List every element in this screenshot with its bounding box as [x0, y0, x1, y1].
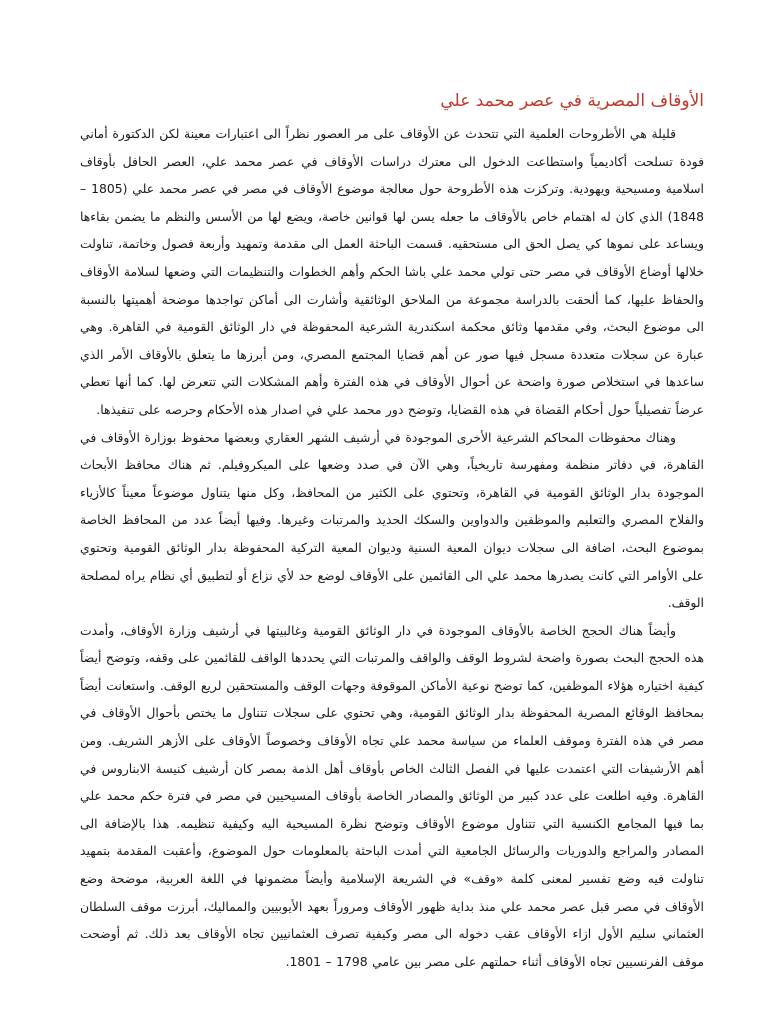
paragraph-2: وهناك محفوظات المحاكم الشرعية الأخرى الموجودة في أرشيف الشهر العقاري وبعضها محفوظ بوزارة الأوقاف في القاهرة، في دفاتر منظمة ومفهرسة تاريخياً، وهي الآن في صدد وضعها على الميكروفيلم. ثم هناك محافظ الأبحاث الموجودة بدار الوثائق القومية في القاهرة، وتحتوي على الكثير من المحافظ، وكل منها يتناول موضوعاً معيناً كالأزياء والفلاح المصري والتعليم والموظفين والدواوين والسكك الحديد والمرتبات وغيرها. وفيها أيضاً عدد من المحافظ الخاصة بموضوع البحث، اضافة الى سجلات ديوان المعية السنية وديوان المعية التركية المحفوظة بدار الوثائق القومية وتحتوي على الأوامر التي كانت يصدرها محمد علي الى القائمين على الأوقاف لوضع حد لأي نزاع أو لتطبيق أي نظام يراه لمصلحة الوقف. [80, 429, 704, 611]
paragraph-3: وأيضاً هناك الحجج الخاصة بالأوقاف الموجودة في دار الوثائق القومية وغالبيتها في أرشيف وزارة الأوقاف، وأمدت هذه الحجج البحث بصورة واضحة لشروط الوقف والواقف والمرتبات التي يحددها الواقف للقائمين على وقفه، وتوضح أيضاً كيفية اختياره هؤلاء الموظفين، كما توضح نوعية الأماكن الموقوفة وجهات الوقف والمستحقين لريع الوقف. واستعانت أيضاً بمحافظ الوقائع المصرية المحفوظة بدار الوثائق القومية، وهي تحتوي على سجلات تتناول ما يختص بأحوال الأوقاف في مصر في هذه الفترة وموقف العلماء من سياسة محمد علي تجاه الأوقاف وخصوصاً الأوقاف على الأزهر الشريف. ومن أهم الأرشيفات التي اعتمدت عليها في الفصل الثالث الخاص بأوقاف أهل الذمة بمصر كان أرشيف كنيسة الابناروس في القاهرة. وفيه اطلعت على عدد كبير من الوثائق والمصادر الخاصة بأوقاف المسيحيين في مصر في فترة حكم محمد علي بما فيها المجامع الكنسية التي تتناول موضوع الأوقاف وتوضح نظرة المسيحية اليه وكيفية تنظيمه. هذا بالإضافة الى المصادر والمراجع والدوريات والرسائل الجامعية التي أمدت الباحثة بالمعلومات حول الموضوع، وأعقبت المقدمة بتمهيد تناولت فيه وضع تفسير لمعنى كلمة «وقف» في الشريعة الإسلامية وأيضاً مضمونها في اللغة العربية، موضحة وضع الأوقاف في مصر قبل عصر محمد علي منذ بداية ظهور الأوقاف ومروراً بعهد الأيوبيين والمماليك، أبرزت موقف السلطان العثماني سليم الأول ازاء الأوقاف عقب دخوله الى مصر وكيفية تصرف العثمانيين تجاه الأوقاف بعد ذلك. ثم أوضحت موقف الفرنسيين تجاه الأوقاف أثناء حملتهم على مصر بين عامي 1798 – 1801. [80, 622, 704, 969]
paragraph-1: قليلة هي الأطروحات العلمية التي تتحدث عن الأوقاف على مر العصور نظراً الى اعتبارات معينة لكن الدكتورة أماني فودة تسلحت أكاديمياً واستطاعت الدخول الى معترك دراسات الأوقاف في عصر محمد علي، العصر الحافل بأوقاف اسلامية ومسيحية ويهودية. وتركزت هذه الأطروحة حول معالجة موضوع الأوقاف في مصر في عصر محمد علي (1805 – 1848) الذي كان له اهتمام خاص بالأوقاف ما جعله يسن لها قوانين خاصة، ويضع لها من الأسس والنظم ما يضمن بقاءها ويساعد على نموها كي يصل الحق الى مستحقيه. قسمت الباحثة العمل الى مقدمة وتمهيد وأربعة فصول وخاتمة، تناولت خلالها أوضاع الأوقاف في مصر حتى تولي محمد علي باشا الحكم وأهم الخطوات والتنظيمات التي وضعها لسلامة الأوقاف والحفاظ عليها، كما ألحقت بالدراسة مجموعة من الملاحق الوثائقية وأشارت الى أماكن تواجدها موضحة أهميتها بالنسبة الى موضوع البحث، وفي مقدمها وثائق محكمة اسكندرية الشرعية المحفوظة في دار الوثائق القومية في القاهرة. وهي عبارة عن سجلات متعددة مسجل فيها صور عن أهم قضايا المجتمع المصري، ومن أبرزها ما يتعلق بالأوقاف الأمر الذي ساعدها في استخلاص صورة واضحة عن أحوال الأوقاف في هذه الفترة وأهم المشكلات التي تتعرض لها. كما أنها تعطي عرضاً تفصيلياً حول أحكام القضاة في هذه القضايا، وتوضح دور محمد علي في اصدار هذه الأحكام وحرصه على تنفيذها. [80, 126, 705, 417]
article-title: الأوقاف المصرية في عصر محمد علي [440, 91, 704, 111]
document-page [80, 88, 704, 975]
